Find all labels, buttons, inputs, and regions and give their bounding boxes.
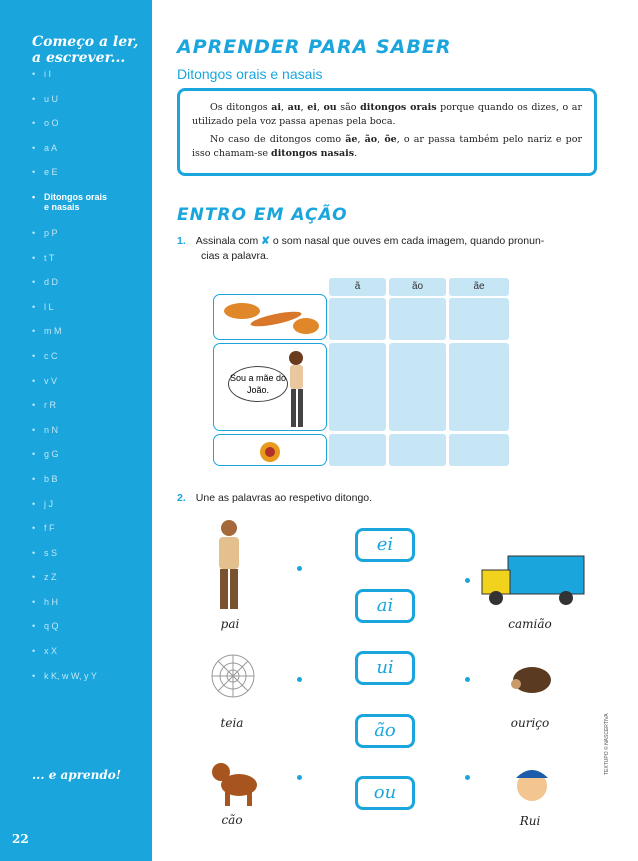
sidebar-item: [32, 621, 114, 646]
sidebar-item-label: n N: [44, 424, 59, 435]
bullet-icon: •: [32, 118, 36, 129]
sidebar-item: [32, 143, 114, 168]
sidebar-item-label: s S: [44, 547, 58, 558]
sidebar-item-label: h H: [44, 596, 59, 607]
bullet-icon: •: [32, 167, 36, 178]
hedgehog-icon: [508, 658, 554, 698]
sidebar-item: [32, 69, 114, 94]
sidebar-item-label: u U: [44, 93, 59, 104]
sidebar-item-label: l L: [44, 301, 54, 312]
answer-cell[interactable]: [449, 298, 509, 340]
connect-dot-left-1[interactable]: [297, 566, 302, 571]
sidebar-item-label: t T: [44, 252, 55, 263]
diphthong-box-ao[interactable]: ão: [355, 714, 415, 748]
boy-icon: [510, 760, 554, 808]
sidebar-item: [32, 646, 114, 671]
sidebar-item: [32, 523, 114, 548]
sidebar-item: [32, 277, 114, 302]
bullet-icon: •: [32, 301, 36, 312]
sidebar-item-label: c C: [44, 350, 58, 361]
answer-cell[interactable]: [389, 298, 446, 340]
diphthong-box-ai[interactable]: ai: [355, 589, 415, 623]
word-camiao: camião: [508, 617, 552, 631]
sidebar-item: [32, 671, 114, 696]
info-paragraph-1: Os ditongos ai, au, ei, ou são ditongos orais porque quando os dizes, o ar utilizado pela voz passa apenas pela boca.: [192, 102, 582, 127]
info-box: [177, 88, 597, 176]
spider-web-icon: [208, 652, 258, 700]
speech-bubble: Sou a mãe do João.: [228, 366, 288, 402]
truck-icon: [478, 552, 588, 608]
sidebar-item-label: i I: [44, 69, 52, 79]
bullet-icon: •: [32, 621, 36, 632]
column-header-a: ã: [329, 278, 386, 296]
sidebar-title: Começo a ler, a escrever...: [32, 34, 139, 66]
sidebar-item-label: b B: [44, 473, 58, 484]
sidebar-item: [32, 253, 114, 278]
sidebar-item: [32, 572, 114, 597]
bullet-icon: •: [32, 375, 36, 386]
bullet-icon: •: [32, 473, 36, 484]
bullet-icon: •: [32, 93, 36, 104]
sidebar-item-label: f F: [44, 523, 55, 534]
image-chestnut: [213, 434, 327, 466]
connect-dot-left-3[interactable]: [297, 775, 302, 780]
answer-cell[interactable]: [389, 343, 446, 431]
bullet-icon: •: [32, 670, 36, 681]
word-pai: pai: [220, 617, 240, 631]
cross-mark-icon: ✘: [261, 235, 270, 247]
answer-cell[interactable]: [449, 343, 509, 431]
word-teia: teia: [220, 716, 244, 730]
sidebar-item-label: p P: [44, 227, 58, 238]
info-paragraph-2: No caso de ditongos como ãe, ão, õe, o ar passa também pelo nariz e por isso chamam-se ditongos nasais.: [192, 134, 582, 159]
sidebar-item: [32, 449, 114, 474]
chestnut-icon: [214, 435, 328, 467]
page-number: 22: [12, 832, 29, 846]
sidebar-item-label: Ditongos orais e nasais: [44, 191, 108, 212]
word-rui: Rui: [519, 814, 541, 828]
sidebar-item-label: g G: [44, 449, 59, 460]
question-1: 1. Assinala com ✘ o som nasal que ouves em cada imagem, quando pronun- cias a palavra.: [177, 235, 545, 262]
sidebar-item: [32, 474, 114, 499]
sidebar-item: [32, 94, 114, 119]
sidebar-footer: ... e aprendo!: [32, 768, 122, 782]
sidebar-item-label: j J: [44, 498, 53, 509]
sidebar-item: [32, 499, 114, 524]
bullet-icon: •: [32, 350, 36, 361]
bullet-icon: •: [32, 277, 36, 288]
word-ourico: ouriço: [510, 716, 550, 730]
sidebar-item-label: a A: [44, 142, 58, 153]
bullet-icon: •: [32, 142, 36, 153]
connect-dot-right-2[interactable]: [465, 677, 470, 682]
side-copyright: TEXTUPO © NASCERTIVA: [604, 713, 610, 775]
section-subtitle: Ditongos orais e nasais: [177, 66, 323, 82]
sidebar-item: [32, 425, 114, 450]
dog-icon: [209, 758, 261, 808]
answer-cell[interactable]: [329, 434, 386, 466]
answer-cell[interactable]: [329, 298, 386, 340]
sidebar-item-label: v V: [44, 375, 58, 386]
sidebar-item: [32, 351, 114, 376]
sidebar-item-label: q Q: [44, 621, 59, 632]
bullet-icon: •: [32, 449, 36, 460]
sidebar-item: [32, 326, 114, 351]
bullet-icon: •: [32, 596, 36, 607]
bullet-icon: •: [32, 69, 36, 79]
sidebar-item: [32, 228, 114, 253]
sidebar-item-label: d D: [44, 277, 59, 288]
bullet-icon: •: [32, 227, 36, 238]
question-2: 2. Une as palavras ao respetivo ditongo.: [177, 492, 373, 504]
bread-icon: [214, 295, 328, 341]
answer-cell[interactable]: [389, 434, 446, 466]
image-bread: [213, 294, 327, 340]
sidebar-list: [32, 69, 114, 695]
bullet-icon: •: [32, 498, 36, 509]
bullet-icon: •: [32, 424, 36, 435]
sidebar-item: [32, 167, 114, 192]
diphthong-box-ou[interactable]: ou: [355, 776, 415, 810]
sidebar-item: [32, 118, 114, 143]
connect-dot-left-2[interactable]: [297, 677, 302, 682]
bullet-icon: •: [32, 326, 36, 337]
bullet-icon: •: [32, 400, 36, 411]
column-header-ae: ãe: [449, 278, 509, 296]
bullet-icon: •: [32, 646, 36, 657]
bullet-icon: •: [32, 252, 36, 263]
sidebar: [0, 0, 152, 861]
sidebar-item: [32, 192, 114, 228]
sidebar-item-label: m M: [44, 326, 62, 337]
answer-cell[interactable]: [329, 343, 386, 431]
sidebar-item-label: o O: [44, 118, 59, 129]
sidebar-item-label: r R: [44, 400, 56, 411]
sidebar-item-label: x X: [44, 646, 58, 657]
heading-aprender: APRENDER PARA SABER: [177, 36, 452, 58]
sidebar-item-label: z Z: [44, 572, 57, 583]
sidebar-item-label: k K, w W, y Y: [44, 670, 97, 681]
column-header-ao: ão: [389, 278, 446, 296]
diphthong-box-ui[interactable]: ui: [355, 651, 415, 685]
word-cao: cão: [221, 813, 243, 827]
answer-cell[interactable]: [449, 434, 509, 466]
sidebar-item-label: e E: [44, 167, 58, 178]
sidebar-item: [32, 400, 114, 425]
sidebar-item: [32, 597, 114, 622]
diphthong-box-ei[interactable]: ei: [355, 528, 415, 562]
father-icon: [205, 518, 253, 613]
sidebar-item: [32, 548, 114, 573]
bullet-icon: •: [32, 572, 36, 583]
bullet-icon: •: [32, 523, 36, 534]
sidebar-item: [32, 302, 114, 327]
bullet-icon: •: [32, 191, 36, 202]
heading-entro: ENTRO EM AÇÃO: [177, 205, 348, 225]
bullet-icon: •: [32, 547, 36, 558]
sidebar-item: [32, 376, 114, 401]
connect-dot-right-3[interactable]: [465, 775, 470, 780]
connect-dot-right-1[interactable]: [465, 578, 470, 583]
